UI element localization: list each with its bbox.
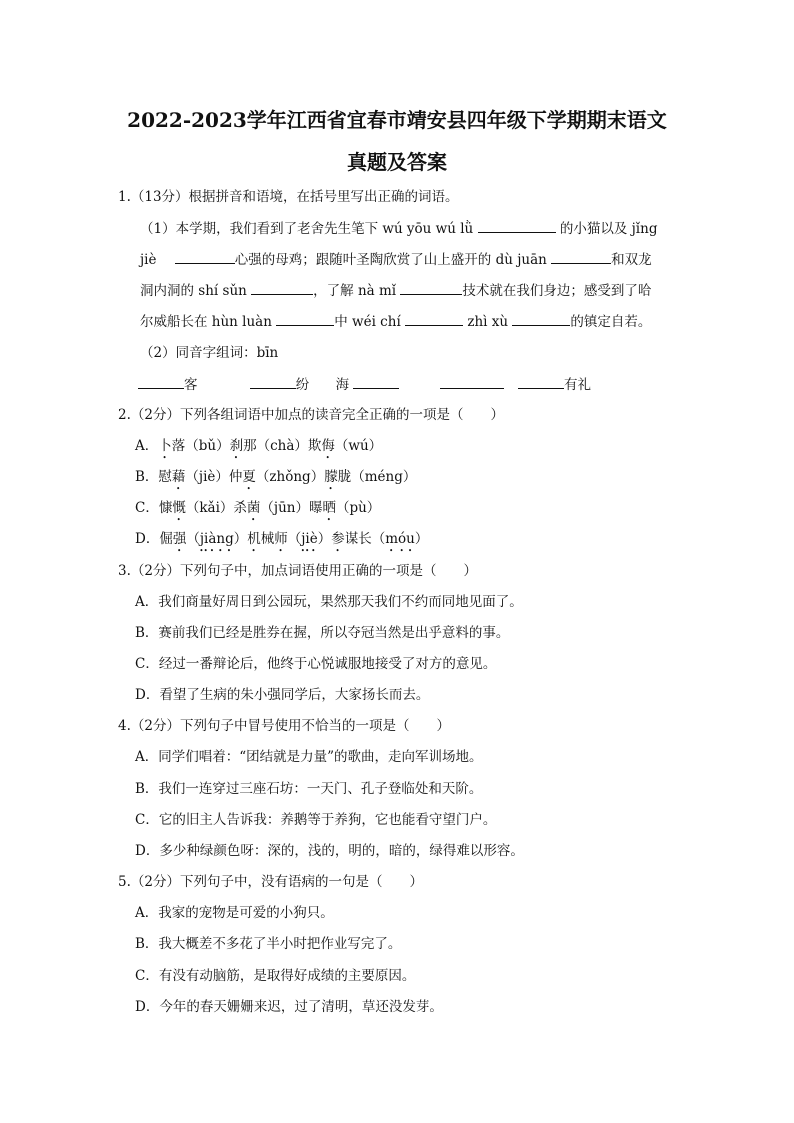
option-text: （méng）	[351, 469, 417, 485]
answer-blank[interactable]	[400, 280, 462, 295]
option-text: 落（bǔ）	[171, 438, 230, 454]
q1-part2-blanks	[138, 374, 591, 395]
q2-option-d	[135, 529, 428, 555]
text: 客	[184, 377, 198, 393]
pinyin: jiè	[140, 252, 157, 268]
q3-option-a: A．我们商量好周日到公园玩，果然那天我们不约而同地见面了。	[135, 594, 523, 610]
q2-option-a	[135, 436, 382, 462]
dotted-char: 侮	[321, 438, 335, 454]
text: 和双龙	[611, 252, 652, 268]
answer-blank[interactable]	[138, 374, 184, 389]
option-text: 慷	[158, 500, 173, 516]
pinyin: nà mǐ	[357, 283, 397, 299]
answer-blank[interactable]	[518, 374, 564, 389]
option-text: （jūn）曝	[260, 500, 323, 516]
dotted-char: 藉	[171, 469, 186, 485]
answer-blank[interactable]	[353, 374, 399, 389]
option-text: （kǎi）杀	[185, 500, 247, 516]
q5-option-d: D．今年的春天姗姗来迟，过了清明，草还没发芽。	[135, 999, 443, 1015]
q3-option-d: D．看望了生病的朱小强同学后，大家扬长而去。	[135, 687, 430, 703]
option-text: D．	[135, 531, 160, 547]
option-text: 胧	[337, 469, 352, 485]
dotted-char: 慨	[172, 500, 186, 516]
q4-stem: 4.（2分）下列句子中冒号使用不恰当的一项是（ ）	[118, 718, 450, 734]
pinyin: jǐng	[631, 221, 658, 237]
pinyin: zhì xù	[467, 314, 509, 330]
q3-option-c: C．经过一番辩论后，他终于心悦诚服地接受了对方的意见。	[135, 656, 497, 672]
q5-option-b: B．我大概差不多花了半小时把作业写完了。	[135, 936, 402, 952]
q4-option-a: A．同学们唱着：“团结就是力量”的歌曲，走向军训场地。	[135, 749, 483, 765]
q1-part2: （2）同音字组词：bīn	[140, 345, 279, 361]
answer-blank[interactable]	[440, 374, 504, 389]
answer-blank[interactable]	[276, 311, 334, 326]
pinyin: wéi chí	[352, 314, 401, 330]
answer-blank[interactable]	[251, 280, 313, 295]
text: 技术就在我们身边；感受到了哈	[462, 283, 652, 299]
text: ，了解	[313, 283, 354, 299]
text: 有礼	[563, 377, 591, 393]
q1-part1-line1	[140, 218, 657, 239]
q2-option-c	[135, 498, 380, 524]
document-title: 2022-2023学年江西省宜春市靖安县四年级下学期期末语文	[127, 108, 667, 132]
q3-option-b: B．赛前我们已经是胜券在握，所以夺冠当然是出乎意料的事。	[135, 625, 510, 641]
q4-option-b: B．我们一连穿过三座石坊：一天门、孔子登临处和天阶。	[135, 781, 483, 797]
q5-option-c: C．有没有动脑筋，是取得好成绩的主要原因。	[135, 968, 416, 984]
q4-option-d: D．多少种绿颜色呀：深的，浅的，明的，暗的，绿得难以形容。	[135, 843, 524, 859]
dotted-char: 刹	[229, 438, 244, 454]
text: 的小猫以及	[559, 221, 628, 237]
dotted-char: 卜	[158, 438, 172, 454]
option-text: （pù）	[335, 500, 381, 516]
option-text: 长	[358, 531, 372, 547]
answer-blank[interactable]	[175, 249, 235, 264]
dotted-char: 夏	[242, 469, 256, 485]
option-text: （jiè）仲	[185, 469, 243, 485]
option-text: C．	[135, 500, 159, 516]
text: （1）本学期，我们看到了老舍先生笔下	[140, 221, 379, 237]
answer-blank[interactable]	[512, 311, 570, 326]
q1-stem: 1.（13分）根据拼音和语境，在括号里写出正确的词语。	[118, 189, 459, 205]
dotted-char: 强（jiàng）机	[172, 531, 261, 547]
option-text: 械	[260, 531, 275, 547]
text: 洞内洞的	[140, 283, 194, 299]
text: 的镇定自若。	[570, 314, 652, 330]
pinyin: shí sǔn	[198, 283, 247, 299]
dotted-char: 师（jiè）参	[274, 531, 345, 547]
option-text: （wú）	[334, 438, 383, 454]
q3-stem: 3.（2分）下列句子中，加点词语使用正确的一项是（ ）	[118, 563, 477, 579]
q2-stem: 2.（2分）下列各组词语中加点的读音完全正确的一项是（ ）	[118, 407, 504, 423]
text: 纷	[295, 377, 310, 393]
answer-blank[interactable]	[250, 374, 296, 389]
pinyin: wú yōu wú lǜ	[382, 221, 474, 237]
option-text: A．	[135, 438, 159, 454]
answer-blank[interactable]	[551, 249, 611, 264]
option-text: B．	[135, 469, 159, 485]
option-text: （zhǒng）	[255, 469, 325, 485]
text: 尔威船长在	[140, 314, 208, 330]
pinyin: dù juān	[495, 252, 547, 268]
document-subtitle: 真题及答案	[347, 150, 447, 174]
option-text: 倔	[159, 531, 173, 547]
text: 心强的母鸡；跟随叶圣陶欣赏了山上盛开的	[234, 252, 492, 268]
dotted-char: （móu）	[371, 531, 429, 547]
q4-option-c: C．它的旧主人告诉我：养鹅等于养狗，它也能看守望门户。	[135, 812, 497, 828]
option-text: 那（chà）欺	[243, 438, 322, 454]
q5-option-a: A．我家的宠物是可爱的小狗只。	[135, 905, 334, 921]
option-text: 谋	[344, 531, 359, 547]
pinyin: hùn luàn	[211, 314, 272, 330]
option-text: 慰	[158, 469, 172, 485]
dotted-char: 朦	[324, 469, 338, 485]
q1-part1-line3	[140, 280, 651, 301]
text: 海	[335, 377, 350, 393]
answer-blank[interactable]	[478, 218, 556, 233]
q1-part1-line4	[140, 311, 651, 332]
dotted-char: 晒	[322, 500, 336, 516]
q2-option-b	[135, 467, 416, 493]
text: 中	[334, 314, 348, 330]
q5-stem: 5.（2分）下列句子中，没有语病的一句是（ ）	[118, 874, 423, 890]
q1-part1-line2	[140, 249, 652, 270]
answer-blank[interactable]	[405, 311, 463, 326]
dotted-char: 菌	[246, 500, 261, 516]
